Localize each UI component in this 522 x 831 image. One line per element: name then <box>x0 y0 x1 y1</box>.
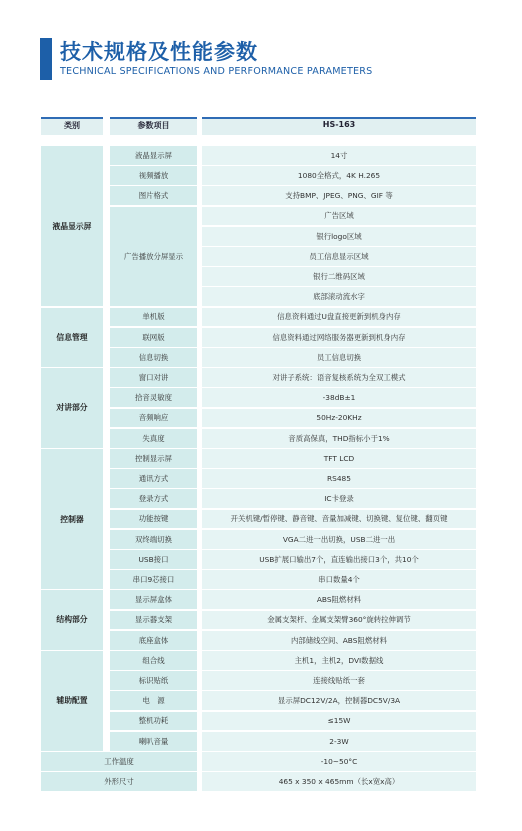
value-cell: 开关机键/暂停键、静音键、音量加减键、切换键、复位键、翻页键 <box>202 510 476 529</box>
param-cell: 显示器支架 <box>110 611 197 630</box>
category-cell: 结构部分 <box>41 590 103 649</box>
param-cell: 控制显示屏 <box>110 449 197 468</box>
page-title: 技术规格及性能参数 <box>60 40 258 64</box>
header-model-label: HS-163 <box>322 120 356 129</box>
value-cell: RS485 <box>202 469 476 488</box>
param-cell: 液晶显示屏 <box>110 146 197 165</box>
category-cell: 对讲部分 <box>41 368 103 447</box>
param-cell: 喇叭音量 <box>110 732 197 751</box>
param-cell: 整机功耗 <box>110 712 197 731</box>
value-cell: 银行logo区域 <box>202 227 476 246</box>
value-cell: 显示屏DC12V/2A，控制器DC5V/3A <box>202 691 476 710</box>
category-cell: 控制器 <box>41 449 103 589</box>
param-cell: 底座盒体 <box>110 631 197 650</box>
footer-value-cell: -10~50°C <box>202 752 476 771</box>
value-cell: 内部储线空间、ABS阻燃材料 <box>202 631 476 650</box>
value-cell: 1080全格式，4K H.265 <box>202 166 476 185</box>
footer-label-cell: 工作温度 <box>41 752 197 771</box>
param-cell: 窗口对讲 <box>110 368 197 387</box>
value-cell: 50Hz-20KHz <box>202 409 476 428</box>
value-cell: 银行二维码区域 <box>202 267 476 286</box>
param-cell: USB接口 <box>110 550 197 569</box>
param-cell: 组合线 <box>110 651 197 670</box>
value-cell: IC卡登录 <box>202 489 476 508</box>
param-cell: 联网版 <box>110 328 197 347</box>
value-cell: 支持BMP、JPEG、PNG、GIF 等 <box>202 186 476 205</box>
value-cell: 金属支架杆、金属支架臂360°旋转拉伸调节 <box>202 611 476 630</box>
value-cell: 14寸 <box>202 146 476 165</box>
param-cell: 信息切换 <box>110 348 197 367</box>
title-accent-bar <box>40 38 52 80</box>
param-cell: 音频响应 <box>110 409 197 428</box>
param-cell: 双终端切换 <box>110 530 197 549</box>
param-cell: 拾音灵敏度 <box>110 388 197 407</box>
value-cell: 串口数量4个 <box>202 570 476 589</box>
value-cell: TFT LCD <box>202 449 476 468</box>
category-cell: 辅助配置 <box>41 651 103 751</box>
header-param <box>110 117 197 135</box>
param-cell: 功能按键 <box>110 510 197 529</box>
value-cell: ≤15W <box>202 712 476 731</box>
category-cell: 液晶显示屏 <box>41 146 103 306</box>
param-cell: 视频播放 <box>110 166 197 185</box>
value-cell: 音质高保真，THD指标小于1% <box>202 429 476 448</box>
value-cell: -38dB±1 <box>202 388 476 407</box>
value-cell: 员工信息切换 <box>202 348 476 367</box>
param-cell: 图片格式 <box>110 186 197 205</box>
page-subtitle: TECHNICAL SPECIFICATIONS AND PERFORMANCE PARAMETERS <box>60 66 373 77</box>
value-cell: 主机1，主机2，DVI数据线 <box>202 651 476 670</box>
value-cell: 底部滚动流水字 <box>202 287 476 306</box>
category-cell: 信息管理 <box>41 308 103 367</box>
value-cell: 广告区域 <box>202 207 476 226</box>
header-category-label: 类别 <box>64 121 80 130</box>
value-cell: VGA二进一出切换，USB二进一出 <box>202 530 476 549</box>
header-category <box>41 117 103 135</box>
param-cell: 广告播放分屏显示 <box>110 207 197 307</box>
param-cell: 失真度 <box>110 429 197 448</box>
param-cell: 通讯方式 <box>110 469 197 488</box>
param-cell: 电 源 <box>110 691 197 710</box>
value-cell: ABS阻燃材料 <box>202 590 476 609</box>
value-cell: 信息资料通过U盘直接更新到机身内存 <box>202 308 476 327</box>
footer-label-cell: 外形尺寸 <box>41 772 197 791</box>
footer-value-cell: 465 x 350 x 465mm（长x宽x高） <box>202 772 476 791</box>
value-cell: 2-3W <box>202 732 476 751</box>
header-value <box>202 117 476 135</box>
header-param-label: 参数项目 <box>137 121 170 130</box>
param-cell: 单机版 <box>110 308 197 327</box>
param-cell: 登录方式 <box>110 489 197 508</box>
param-cell: 标识贴纸 <box>110 671 197 690</box>
value-cell: 对讲子系统：语音复核系统为全双工模式 <box>202 368 476 387</box>
value-cell: 信息资料通过网络服务器更新到机身内存 <box>202 328 476 347</box>
param-cell: 显示屏盒体 <box>110 590 197 609</box>
value-cell: USB扩展口输出7个，直连输出接口3个，共10个 <box>202 550 476 569</box>
param-cell: 串口9芯接口 <box>110 570 197 589</box>
value-cell: 连接线贴纸一套 <box>202 671 476 690</box>
value-cell: 员工信息显示区域 <box>202 247 476 266</box>
